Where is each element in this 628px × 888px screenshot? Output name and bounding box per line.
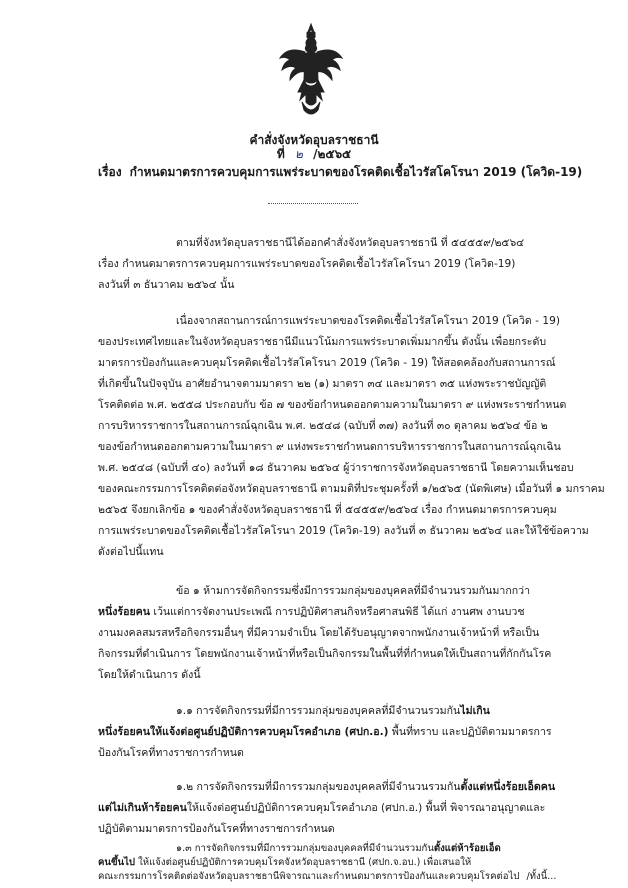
garuda-emblem-icon [278,22,344,120]
clause-1-3-line [98,856,471,870]
order-number [0,146,628,162]
body-line: ๒๕๖๕ จึงยกเลิกข้อ ๑ ของคำสั่งจังหวัดอุบลราชธานี ที่ ๕๔๕๕๙/๒๕๖๔ เรื่อง กำหนดมาตรการควบคุม [98,504,557,516]
clause-1-3-bold: ตั้งแต่ห้าร้อยเอ็ด [433,843,501,854]
body-line: โรคติดต่อ พ.ศ. ๒๕๕๘ ประกอบกับ ข้อ ๗ ของข้อกำหนดออกตามความในมาตรา ๙ แห่งพระราชกำหนด [98,399,567,411]
clause-1-2-text: ๑.๒ การจัดกิจกรรมที่มีการรวมกลุ่มของบุคคลที่มีจำนวนรวมกัน [176,781,461,793]
body-line: การแพร่ระบาดของโรคติดเชื้อไวรัสโคโรนา 2019 (โควิด-19) ลงวันที่ ๓ ธันวาคม ๒๕๖๔ และให้ใช้ข้อความ [98,525,589,537]
subject-text: กำหนดมาตรการควบคุมการแพร่ระบาดของโรคติดเชื้อไวรัสโคโรนา 2019 (โควิด-19) [129,165,583,179]
ref-line: ตามที่จังหวัดอุบลราชธานีได้ออกคำสั่งจังหวัดอุบลราชธานี ที่ ๕๔๕๕๙/๒๕๖๔ [176,237,525,249]
order-number-suffix: /๒๕๖๕ [313,147,352,161]
order-title: คำสั่งจังหวัดอุบลราชธานี [249,133,379,147]
clause-1-text: เว้นแต่การจัดงานประเพณี การปฏิบัติศาสนกิจหรือศาสนพิธี ได้แก่ งานศพ งานบวช [150,606,525,618]
clause-1-3-text: ๑.๓ การจัดกิจกรรมที่มีการรวมกลุ่มของบุคคลที่มีจำนวนรวมกัน [176,843,434,854]
clause-1-2-bold: ตั้งแต่หนึ่งร้อยเอ็ดคน [460,781,556,793]
clause-1-1-text: ๑.๑ การจัดกิจกรรมที่มีการรวมกลุ่มของบุคคลที่มีจำนวนรวมกัน [176,705,461,717]
clause-1-3-line [176,842,501,856]
body-line: ที่เกิดขึ้นในปัจจุบัน อาศัยอำนาจตามมาตรา ๒๒ (๑) มาตรา ๓๔ และมาตรา ๓๕ แห่งพระราชบัญญัติ [98,378,547,390]
clause-1-1-bold: หนึ่งร้อยคนให้แจ้งต่อศูนย์ปฏิบัติการควบคุมโรคอำเภอ (ศปก.อ.) [98,726,389,738]
body-line: การบริหารราชการในสถานการณ์ฉุกเฉิน พ.ศ. ๒๕๔๘ (ฉบับที่ ๓๗) ลงวันที่ ๓๐ ตุลาคม ๒๕๖๔ ข้อ ๒ [98,420,548,432]
clause-1-1-bold: ไม่เกิน [460,705,490,717]
clause-1-2-line: ปฏิบัติตามมาตรการป้องกันโรคที่ทางราชการกำหนด [98,823,335,835]
clause-1-3-bold: คนขึ้นไป [98,857,136,868]
clause-1-line: กิจกรรมที่ดำเนินการ โดยพนักงานเจ้าหน้าที่หรือเป็นกิจกรรมในพื้นที่ที่กำหนดให้เป็นสถานที่กักกันโรค [98,648,552,660]
clause-1-line [98,605,525,619]
page-continuation: /ทั้งนี้... [526,871,557,882]
ref-line: ลงวันที่ ๓ ธันวาคม ๒๕๖๔ นั้น [98,279,235,291]
order-number-prefix: ที่ [276,147,285,161]
clause-1-2-line [176,780,555,794]
body-line: มาตรการป้องกันและควบคุมโรคติดเชื้อไวรัสโคโรนา 2019 (โควิด - 19) ให้สอดคล้องกับสถานการณ์ [98,357,556,369]
clause-1-3-text: ให้แจ้งต่อศูนย์ปฏิบัติการควบคุมโรคจังหวัดอุบลราชธานี (ศปก.จ.อบ.) เพื่อเสนอให้ [135,857,472,868]
order-subject [98,163,582,182]
body-line: พ.ศ. ๒๕๔๘ (ฉบับที่ ๔๐) ลงวันที่ ๑๘ ธันวาคม ๒๕๖๔ ผู้ว่าราชการจังหวัดอุบลราชธานี โดยความเห็นชอบ [98,462,574,474]
clause-1-line: โดยให้ดำเนินการ ดังนี้ [98,669,201,681]
clause-1-line: งานมงคลสมรสหรือกิจกรรมอื่นๆ ที่มีความจำเป็น โดยได้รับอนุญาตจากพนักงานเจ้าหน้าที่ หรือเป็น [98,627,540,639]
body-line: ของข้อกำหนดออกตามความในมาตรา ๙ แห่งพระราชกำหนดการบริหารราชการในสถานการณ์ฉุกเฉิน [98,441,561,453]
clause-1-2-line [98,801,545,815]
clause-1-1-line: ป้องกันโรคที่ทางราชการกำหนด [98,747,244,759]
clause-1-1-line [98,725,552,739]
body-line: เนื่องจากสถานการณ์การแพร่ระบาดของโรคติดเชื้อไวรัสโคโรนา 2019 (โควิด - 19) [176,315,560,327]
clause-1-2-bold: แต่ไม่เกินห้าร้อยคน [98,802,187,814]
clause-1-1-text: พื้นที่ทราบ และปฏิบัติตามมาตรการ [388,726,552,738]
clause-1-3-text: คณะกรรมการโรคติดต่อจังหวัดอุบลราชธานีพิจารณาและกำหนดมาตรการป้องกันและควบคุมโรคต่อไป [98,871,520,882]
order-number-handwritten: ๒ [294,147,303,161]
subject-label: เรื่อง [98,165,122,179]
ref-line: เรื่อง กำหนดมาตรการควบคุมการแพร่ระบาดของโรคติดเชื้อไวรัสโคโรนา 2019 (โควิด-19) [98,258,516,270]
body-line: ดังต่อไปนี้แทน [98,546,164,558]
clause-1-2-text: ให้แจ้งต่อศูนย์ปฏิบัติการควบคุมโรคอำเภอ (ศปก.อ.) พื้นที่ พิจารณาอนุญาตและ [186,802,546,814]
body-line: ของประเทศไทยและในจังหวัดอุบลราชธานีมีแนวโน้มการแพร่ระบาดเพิ่มมากขึ้น ดังนั้น เพื่อยกระดับ [98,336,547,348]
divider-dotted [268,203,358,204]
clause-1-line: ข้อ ๑ ห้ามการจัดกิจกรรมซึ่งมีการรวมกลุ่มของบุคคลที่มีจำนวนรวมกันมากกว่า [176,585,531,597]
clause-1-1-line [176,704,490,718]
clause-1-3-line [98,870,556,884]
clause-1-bold: หนึ่งร้อยคน [98,606,150,618]
body-line: ของคณะกรรมการโรคติดต่อจังหวัดอุบลราชธานี ตามมติที่ประชุมครั้งที่ ๑/๒๕๖๕ (นัดพิเศษ) เมื่อวันที่ ๑ มกราคม [98,483,605,495]
